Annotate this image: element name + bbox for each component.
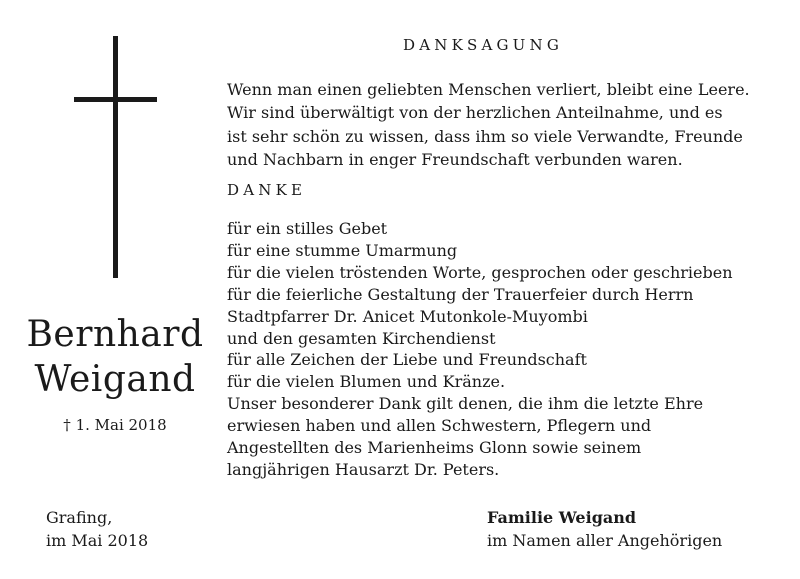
thanks-line: Stadtpfarrer Dr. Anicet Mutonkole-Muyombi [227, 306, 588, 326]
thanks-line: Angestellten des Marienheims Glonn sowie seinem [227, 438, 642, 458]
thanks-line: erwiesen haben und allen Schwestern, Pflegern und [227, 416, 652, 436]
signature-family: Familie Weigand [487, 508, 637, 527]
deceased-name [25, 312, 205, 402]
thanks-line: für ein stilles Gebet [227, 219, 388, 238]
thanks-line: Unser besonderer Dank gilt denen, die ihm die letzte Ehre [227, 394, 704, 414]
intro-line: Wir sind überwältigt von der herzlichen Anteilnahme, und es [227, 103, 723, 123]
thanks-line: und den gesamten Kirchendienst [227, 328, 496, 348]
intro-line: ist sehr schön zu wissen, dass ihm so viele Verwandte, Freunde [227, 126, 743, 146]
signature-subline: im Namen aller Angehörigen [487, 531, 723, 550]
thanks-line: für die vielen tröstenden Worte, gesprochen oder geschrieben [227, 262, 733, 282]
cross-horizontal-bar [74, 97, 157, 102]
intro-line: Wenn man einen geliebten Menschen verliert, bleibt eine Leere. [227, 80, 750, 99]
deceased-last-name: Weigand [34, 359, 196, 400]
deceased-first-name: Bernhard [26, 314, 204, 355]
place-line: Grafing, [46, 508, 113, 527]
place-date [46, 506, 148, 552]
thanks-line: für die vielen Blumen und Kränze. [227, 372, 506, 392]
cross-vertical-bar [113, 36, 118, 278]
notice-title: DANKSAGUNG [403, 36, 564, 54]
thanks-line: für alle Zeichen der Liebe und Freundschaft [227, 350, 587, 370]
thanks-list [227, 218, 787, 481]
danke-heading: DANKE [227, 181, 307, 199]
intro-line: und Nachbarn in enger Freundschaft verbunden waren. [227, 149, 683, 169]
signature [487, 506, 722, 552]
death-date: † 1. Mai 2018 [63, 416, 167, 434]
thanks-line: für die feierliche Gestaltung der Trauerfeier durch Herrn [227, 284, 694, 304]
date-line: im Mai 2018 [46, 531, 149, 550]
thanks-line: für eine stumme Umarmung [227, 240, 458, 260]
intro-paragraph [227, 78, 787, 171]
thanks-line: langjährigen Hausarzt Dr. Peters. [227, 459, 500, 479]
